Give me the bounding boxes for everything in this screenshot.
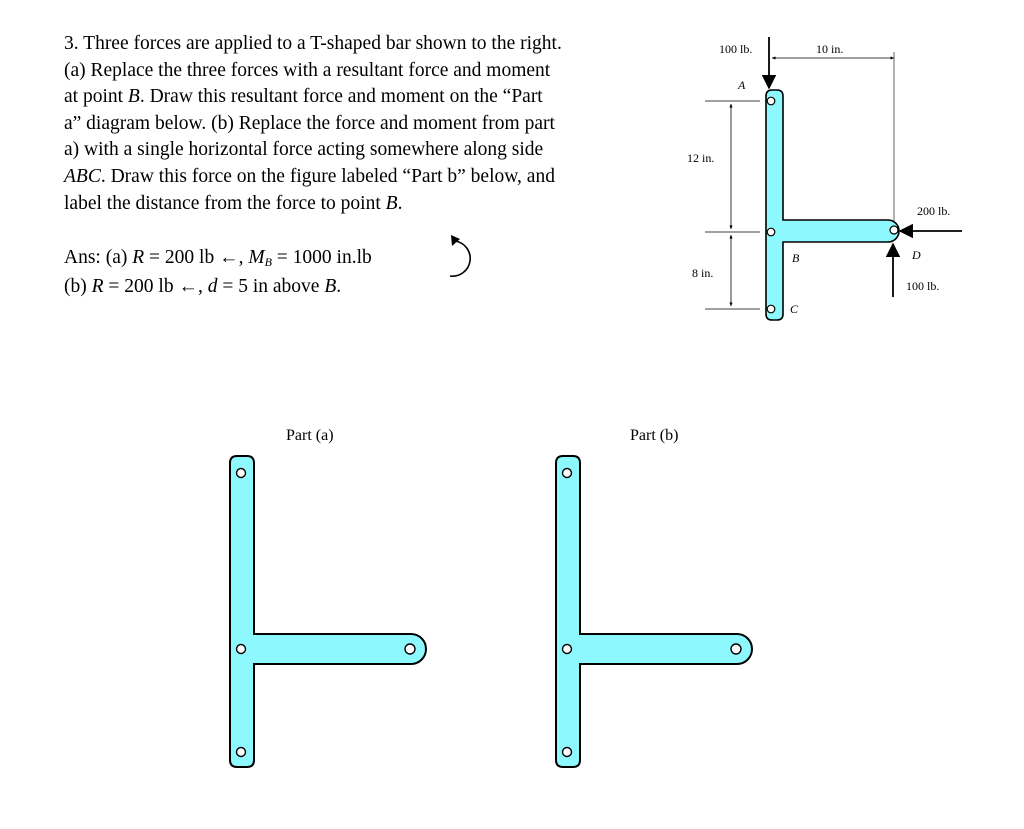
- problem-line-7: label the distance from the force to point B.: [64, 192, 403, 214]
- answer-line-b: (b) R = 200 lb ←, d = 5 in above B.: [64, 275, 342, 297]
- part-b-t-bar: [556, 456, 752, 767]
- part-a-title: Part (a): [286, 427, 334, 444]
- part-b-pin-d-icon: [731, 644, 741, 654]
- part-a-t-bar: [230, 456, 426, 767]
- pin-d-icon: [890, 226, 898, 234]
- problem-number: 3.: [64, 33, 79, 54]
- force-bottom-label: 100 lb.: [906, 279, 940, 293]
- label-b: B: [792, 251, 800, 265]
- moment-arc-icon: [450, 235, 470, 276]
- problem-line-2: (a) Replace the three forces with a resultant force and moment: [64, 59, 551, 81]
- force-top-label: 100 lb.: [719, 42, 753, 56]
- label-a: A: [738, 78, 746, 92]
- problem-line-3: at point B. Draw this resultant force and moment on the “Part: [64, 86, 543, 108]
- problem-line-6: ABC. Draw this force on the figure labeled “Part b” below, and: [64, 165, 555, 187]
- part-a-pin-d-icon: [405, 644, 415, 654]
- problem-line-5: a) with a single horizontal force acting somewhere along side: [64, 139, 544, 161]
- part-b-pin-b-icon: [563, 645, 572, 654]
- force-right-label: 200 lb.: [917, 204, 951, 218]
- part-b-pin-a-icon: [563, 469, 572, 478]
- dim-top-label: 10 in.: [816, 42, 844, 56]
- dim-upper-label: 12 in.: [687, 151, 715, 165]
- answer-line-a: Ans: (a) R = 200 lb ←, $M_B = 1000$ in.lb: [64, 247, 372, 269]
- t-bar-body: [766, 90, 899, 320]
- pin-c-icon: [767, 305, 775, 313]
- pin-b-icon: [767, 228, 775, 236]
- part-b-title: Part (b): [630, 427, 679, 444]
- part-b-pin-c-icon: [563, 748, 572, 757]
- part-a-pin-b-icon: [237, 645, 246, 654]
- problem-line-1: 3. Three forces are applied to a T-shaped bar shown to the right.: [64, 33, 562, 54]
- part-a-pin-a-icon: [237, 469, 246, 478]
- problem-line-4: a” diagram below. (b) Replace the force and moment from part: [64, 112, 555, 134]
- part-a-pin-c-icon: [237, 748, 246, 757]
- dim-lower-label: 8 in.: [692, 266, 714, 280]
- label-d: D: [912, 248, 921, 262]
- main-t-bar-figure: [687, 37, 962, 320]
- pin-a-icon: [767, 97, 775, 105]
- label-c: C: [790, 302, 799, 316]
